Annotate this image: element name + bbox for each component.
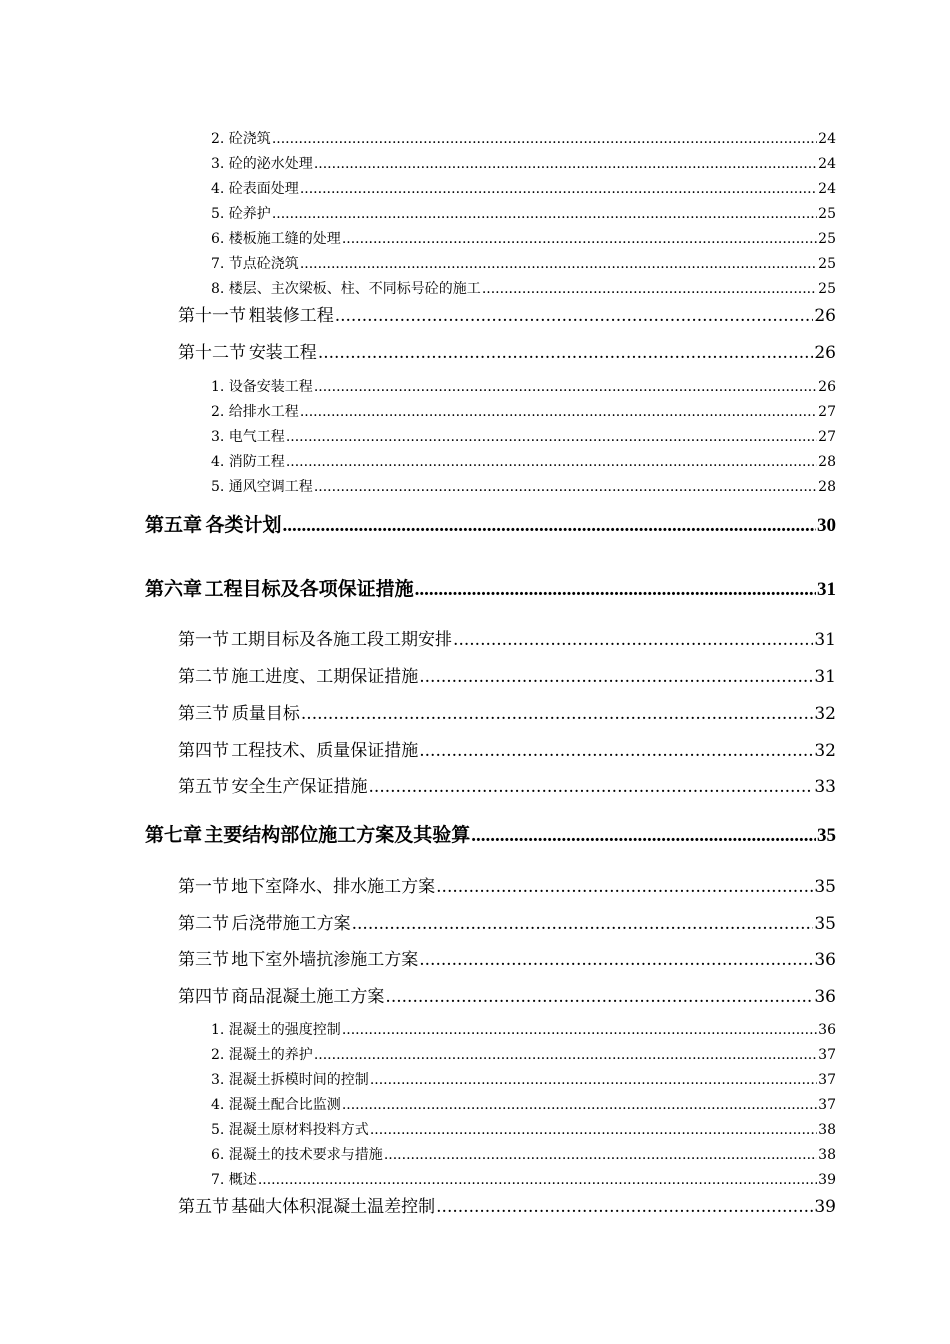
toc-page-number: 36 bbox=[818, 1022, 836, 1038]
toc-page-number: 31 bbox=[817, 579, 836, 600]
toc-entry-label: 第一节 bbox=[178, 877, 229, 897]
dot-leader bbox=[342, 231, 817, 247]
toc-entry-label: 第四节 bbox=[178, 987, 229, 1007]
dot-leader bbox=[370, 1072, 817, 1088]
toc-entry-label: 第三节 bbox=[178, 704, 229, 724]
toc-entry-label: 第五章 bbox=[145, 514, 203, 536]
dot-leader bbox=[436, 1197, 813, 1217]
toc-entry-title: 4. 砼表面处理 bbox=[211, 181, 299, 197]
toc-entry-label: 第五节 bbox=[178, 1197, 229, 1217]
toc-entry-title: 地下室外墙抗渗施工方案 bbox=[231, 950, 419, 970]
toc-subsection-entry[interactable] bbox=[211, 1044, 836, 1064]
toc-page-number: 39 bbox=[818, 1172, 836, 1188]
dot-leader bbox=[384, 1147, 817, 1163]
dot-leader bbox=[342, 1022, 817, 1038]
toc-page-number: 24 bbox=[818, 156, 836, 172]
toc-subsection-entry[interactable] bbox=[211, 1119, 836, 1139]
toc-page-number: 35 bbox=[814, 914, 836, 934]
toc-entry-label: 第一节 bbox=[178, 630, 229, 650]
toc-page-number: 33 bbox=[814, 777, 836, 797]
toc-entry-title: 8. 楼层、主次梁板、柱、不同标号砼的施工 bbox=[211, 281, 481, 297]
toc-entry-title: 粗装修工程 bbox=[248, 306, 334, 326]
toc-page-number: 39 bbox=[814, 1197, 836, 1217]
toc-entry-title: 主要结构部位施工方案及其验算 bbox=[204, 824, 471, 846]
dot-leader bbox=[318, 343, 814, 363]
toc-page-number: 28 bbox=[818, 454, 836, 470]
toc-page-number: 25 bbox=[818, 206, 836, 222]
toc-page-number: 25 bbox=[818, 281, 836, 297]
toc-subsection-entry[interactable] bbox=[211, 253, 836, 273]
dot-leader bbox=[385, 987, 813, 1007]
toc-entry-title: 6. 楼板施工缝的处理 bbox=[211, 231, 341, 247]
dot-leader bbox=[369, 777, 814, 797]
toc-entry-title: 3. 混凝土拆模时间的控制 bbox=[211, 1072, 369, 1088]
toc-entry-title: 地下室降水、排水施工方案 bbox=[231, 877, 436, 897]
toc-chapter-entry[interactable] bbox=[145, 820, 836, 847]
toc-subsection-entry[interactable] bbox=[211, 376, 836, 396]
toc-entry-label: 第五节 bbox=[178, 777, 229, 797]
toc-page-number: 27 bbox=[818, 429, 836, 445]
toc-page-number: 37 bbox=[818, 1072, 836, 1088]
toc-chapter-entry[interactable] bbox=[145, 510, 836, 537]
toc-page-number: 26 bbox=[814, 343, 836, 363]
toc-entry-title: 后浇带施工方案 bbox=[231, 914, 351, 934]
toc-entry-title: 质量目标 bbox=[231, 704, 300, 724]
toc-entry-title: 工程技术、质量保证措施 bbox=[231, 741, 419, 761]
dot-leader bbox=[436, 877, 813, 897]
toc-section-entry[interactable] bbox=[178, 945, 836, 970]
toc-entry-title: 2. 混凝土的养护 bbox=[211, 1047, 313, 1063]
toc-entry-title: 5. 通风空调工程 bbox=[211, 479, 313, 495]
toc-page-number: 32 bbox=[814, 741, 836, 761]
dot-leader bbox=[314, 379, 817, 395]
toc-entry-title: 2. 给排水工程 bbox=[211, 404, 299, 420]
toc-page-number: 37 bbox=[818, 1097, 836, 1113]
dot-leader bbox=[314, 1047, 817, 1063]
toc-subsection-entry[interactable] bbox=[211, 401, 836, 421]
toc-entry-label: 第十二节 bbox=[178, 343, 246, 363]
toc-page-number: 25 bbox=[818, 256, 836, 272]
toc-page-number: 38 bbox=[818, 1147, 836, 1163]
dot-leader bbox=[419, 741, 813, 761]
toc-entry-title: 3. 电气工程 bbox=[211, 429, 285, 445]
dot-leader bbox=[342, 1097, 817, 1113]
toc-entry-title: 7. 概述 bbox=[211, 1172, 257, 1188]
dot-leader bbox=[300, 256, 817, 272]
dot-leader bbox=[314, 479, 817, 495]
toc-page-number: 36 bbox=[814, 987, 836, 1007]
toc-subsection-entry[interactable] bbox=[211, 1144, 836, 1164]
toc-section-entry[interactable] bbox=[178, 662, 836, 687]
dot-leader bbox=[335, 306, 814, 326]
toc-page-number: 28 bbox=[818, 479, 836, 495]
toc-entry-title: 各类计划 bbox=[205, 514, 282, 536]
toc-subsection-entry[interactable] bbox=[211, 178, 836, 198]
toc-section-entry[interactable] bbox=[178, 338, 836, 363]
toc-page-number: 36 bbox=[814, 950, 836, 970]
dot-leader bbox=[272, 131, 817, 147]
toc-subsection-entry[interactable] bbox=[211, 203, 836, 223]
toc-entry-label: 第三节 bbox=[178, 950, 229, 970]
dot-leader bbox=[453, 630, 813, 650]
toc-page-number: 27 bbox=[818, 404, 836, 420]
toc-subsection-entry[interactable] bbox=[211, 153, 836, 173]
toc-section-entry[interactable] bbox=[178, 625, 836, 650]
toc-entry-title: 6. 混凝土的技术要求与措施 bbox=[211, 1147, 383, 1163]
dot-leader bbox=[282, 515, 816, 537]
toc-entry-title: 2. 砼浇筑 bbox=[211, 131, 271, 147]
toc-page-number: 24 bbox=[818, 181, 836, 197]
toc-entry-label: 第四节 bbox=[178, 741, 229, 761]
toc-page-number: 32 bbox=[814, 704, 836, 724]
toc-subsection-entry[interactable] bbox=[211, 278, 836, 298]
toc-entry-title: 1. 设备安装工程 bbox=[211, 379, 313, 395]
toc-page-number: 30 bbox=[817, 515, 836, 536]
toc-entry-title: 工程目标及各项保证措施 bbox=[204, 578, 414, 600]
toc-page-number: 24 bbox=[818, 131, 836, 147]
toc-entry-title: 工期目标及各施工段工期安排 bbox=[231, 630, 453, 650]
dot-leader bbox=[272, 206, 817, 222]
toc-entry-title: 4. 消防工程 bbox=[211, 454, 285, 470]
toc-page-number: 35 bbox=[814, 877, 836, 897]
toc-entry-title: 7. 节点砼浇筑 bbox=[211, 256, 299, 272]
toc-subsection-entry[interactable] bbox=[211, 228, 836, 248]
toc-section-entry[interactable] bbox=[178, 982, 836, 1007]
dot-leader bbox=[314, 156, 817, 172]
dot-leader bbox=[352, 914, 814, 934]
dot-leader bbox=[370, 1122, 817, 1138]
dot-leader bbox=[419, 667, 813, 687]
toc-page-number: 25 bbox=[818, 231, 836, 247]
dot-leader bbox=[482, 281, 817, 297]
dot-leader bbox=[419, 950, 813, 970]
toc-section-entry[interactable] bbox=[178, 909, 836, 934]
toc-page-number: 26 bbox=[814, 306, 836, 326]
toc-entry-label: 第二节 bbox=[178, 914, 229, 934]
dot-leader bbox=[415, 579, 816, 601]
toc-subsection-entry[interactable] bbox=[211, 451, 836, 471]
toc-entry-title: 商品混凝土施工方案 bbox=[231, 987, 385, 1007]
dot-leader bbox=[286, 454, 817, 470]
dot-leader bbox=[471, 825, 816, 847]
toc-subsection-entry[interactable] bbox=[211, 426, 836, 446]
toc-entry-title: 1. 混凝土的强度控制 bbox=[211, 1022, 341, 1038]
toc-section-entry[interactable] bbox=[178, 1192, 836, 1217]
toc-entry-title: 安全生产保证措施 bbox=[231, 777, 368, 797]
toc-chapter-entry[interactable] bbox=[145, 574, 836, 601]
toc-entry-title: 4. 混凝土配合比监测 bbox=[211, 1097, 341, 1113]
toc-entry-title: 5. 砼养护 bbox=[211, 206, 271, 222]
toc-subsection-entry[interactable] bbox=[211, 1019, 836, 1039]
toc-section-entry[interactable] bbox=[178, 872, 836, 897]
toc-subsection-entry[interactable] bbox=[211, 476, 836, 496]
toc-section-entry[interactable] bbox=[178, 699, 836, 724]
dot-leader bbox=[301, 704, 813, 724]
toc-entry-title: 施工进度、工期保证措施 bbox=[231, 667, 419, 687]
toc-page-number: 26 bbox=[818, 379, 836, 395]
toc-page-number: 37 bbox=[818, 1047, 836, 1063]
toc-entry-title: 安装工程 bbox=[248, 343, 317, 363]
toc-section-entry[interactable] bbox=[178, 301, 836, 326]
dot-leader bbox=[300, 404, 817, 420]
toc-page-number: 31 bbox=[814, 667, 836, 687]
toc-entry-label: 第二节 bbox=[178, 667, 229, 687]
toc-page-number: 31 bbox=[814, 630, 836, 650]
toc-page-number: 35 bbox=[817, 825, 836, 846]
toc-entry-label: 第十一节 bbox=[178, 306, 246, 326]
toc-subsection-entry[interactable] bbox=[211, 1094, 836, 1114]
toc-subsection-entry[interactable] bbox=[211, 1169, 836, 1189]
toc-page-number: 38 bbox=[818, 1122, 836, 1138]
toc-subsection-entry[interactable] bbox=[211, 128, 836, 148]
toc-section-entry[interactable] bbox=[178, 736, 836, 761]
toc-subsection-entry[interactable] bbox=[211, 1069, 836, 1089]
toc-section-entry[interactable] bbox=[178, 772, 836, 797]
toc-entry-label: 第六章 bbox=[145, 578, 203, 600]
dot-leader bbox=[258, 1172, 817, 1188]
toc-entry-title: 5. 混凝土原材料投料方式 bbox=[211, 1122, 369, 1138]
dot-leader bbox=[300, 181, 817, 197]
dot-leader bbox=[286, 429, 817, 445]
toc-entry-label: 第七章 bbox=[145, 824, 203, 846]
toc-entry-title: 3. 砼的泌水处理 bbox=[211, 156, 313, 172]
toc-entry-title: 基础大体积混凝土温差控制 bbox=[231, 1197, 436, 1217]
